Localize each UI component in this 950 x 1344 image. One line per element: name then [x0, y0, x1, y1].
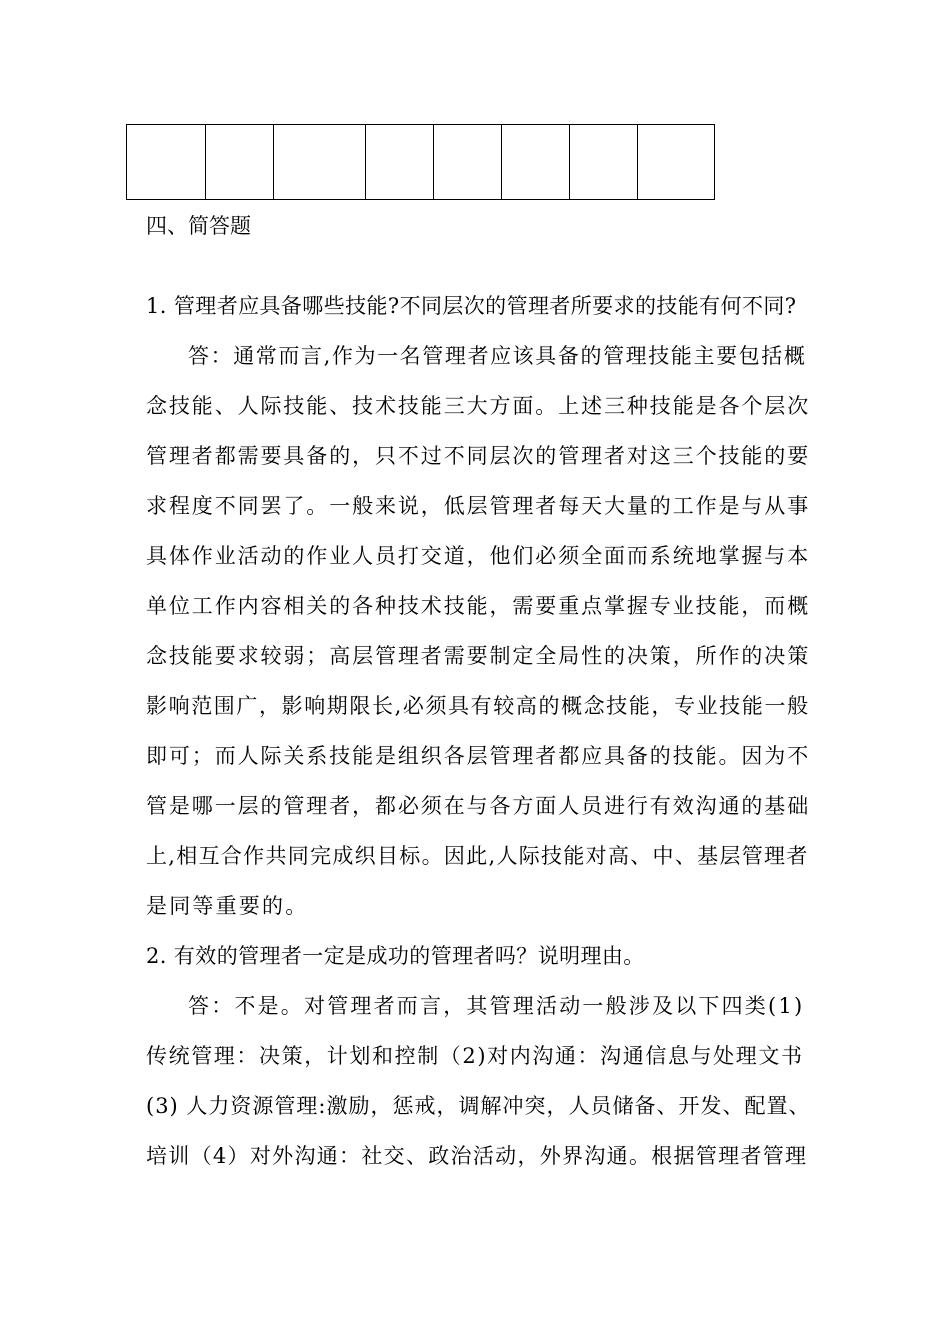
answer-1-line: 答：通常而言,作为一名管理者应该具备的管理技能主要包括概 — [188, 344, 807, 368]
answer-grid-cell — [206, 125, 274, 200]
answer-1-line: 具体作业活动的作业人员打交道，他们必须全面而系统地掌握与本 — [146, 544, 811, 568]
answer-2-line: 答：不是。对管理者而言，其管理活动一般涉及以下四类(1) — [188, 994, 805, 1018]
answer-grid-cell — [434, 125, 502, 200]
answer-1-line: 管是哪一层的管理者，都必须在与各方面人员进行有效沟通的基础 — [146, 794, 811, 818]
answer-1-line: 上,相互合作共同完成织目标。因此,人际技能对高、中、基层管理者 — [146, 844, 809, 868]
question-2-text: 2. 有效的管理者一定是成功的管理者吗？说明理由。 — [146, 944, 645, 968]
answer-1-line: 影响范围广，影响期限长,必须具有较高的概念技能，专业技能一般 — [146, 694, 810, 718]
answer-1-line: 念技能要求较弱；高层管理者需要制定全局性的决策，所作的决策 — [146, 644, 811, 668]
answer-2-line: 培训（4）对外沟通：社交、政治活动，外界沟通。根据管理者管理 — [146, 1144, 808, 1168]
answer-2-line: (3) 人力资源管理:激励，惩戒，调解冲突，人员储备、开发、配置、 — [146, 1094, 811, 1118]
answer-grid-cell — [502, 125, 570, 200]
answer-1-line: 管理者都需要具备的，只不过不同层次的管理者对这三个技能的要 — [146, 444, 811, 468]
section-heading: 四、简答题 — [146, 214, 251, 238]
answer-grid-cell — [366, 125, 434, 200]
answer-1-line: 念技能、人际技能、技术技能三大方面。上述三种技能是各个层次 — [146, 394, 811, 418]
answer-1-line: 单位工作内容相关的各种技术技能，需要重点掌握专业技能，而概 — [146, 594, 811, 618]
answer-grid-cell — [638, 125, 715, 200]
question-1-text: 1. 管理者应具备哪些技能?不同层次的管理者所要求的技能有何不同? — [146, 294, 797, 318]
answer-grid-table — [126, 124, 715, 200]
answer-1-line: 求程度不同罢了。一般来说，低层管理者每天大量的工作是与从事 — [146, 494, 811, 518]
answer-1-line: 是同等重要的。 — [146, 894, 309, 918]
answer-2-line: 传统管理：决策，计划和控制（2)对内沟通：沟通信息与处理文书 — [146, 1044, 804, 1068]
answer-grid-row — [127, 125, 715, 200]
answer-grid-cell — [127, 125, 206, 200]
answer-grid-cell — [274, 125, 366, 200]
answer-1-line: 即可；而人际关系技能是组织各层管理者都应具备的技能。因为不 — [146, 744, 811, 768]
answer-grid-cell — [570, 125, 638, 200]
